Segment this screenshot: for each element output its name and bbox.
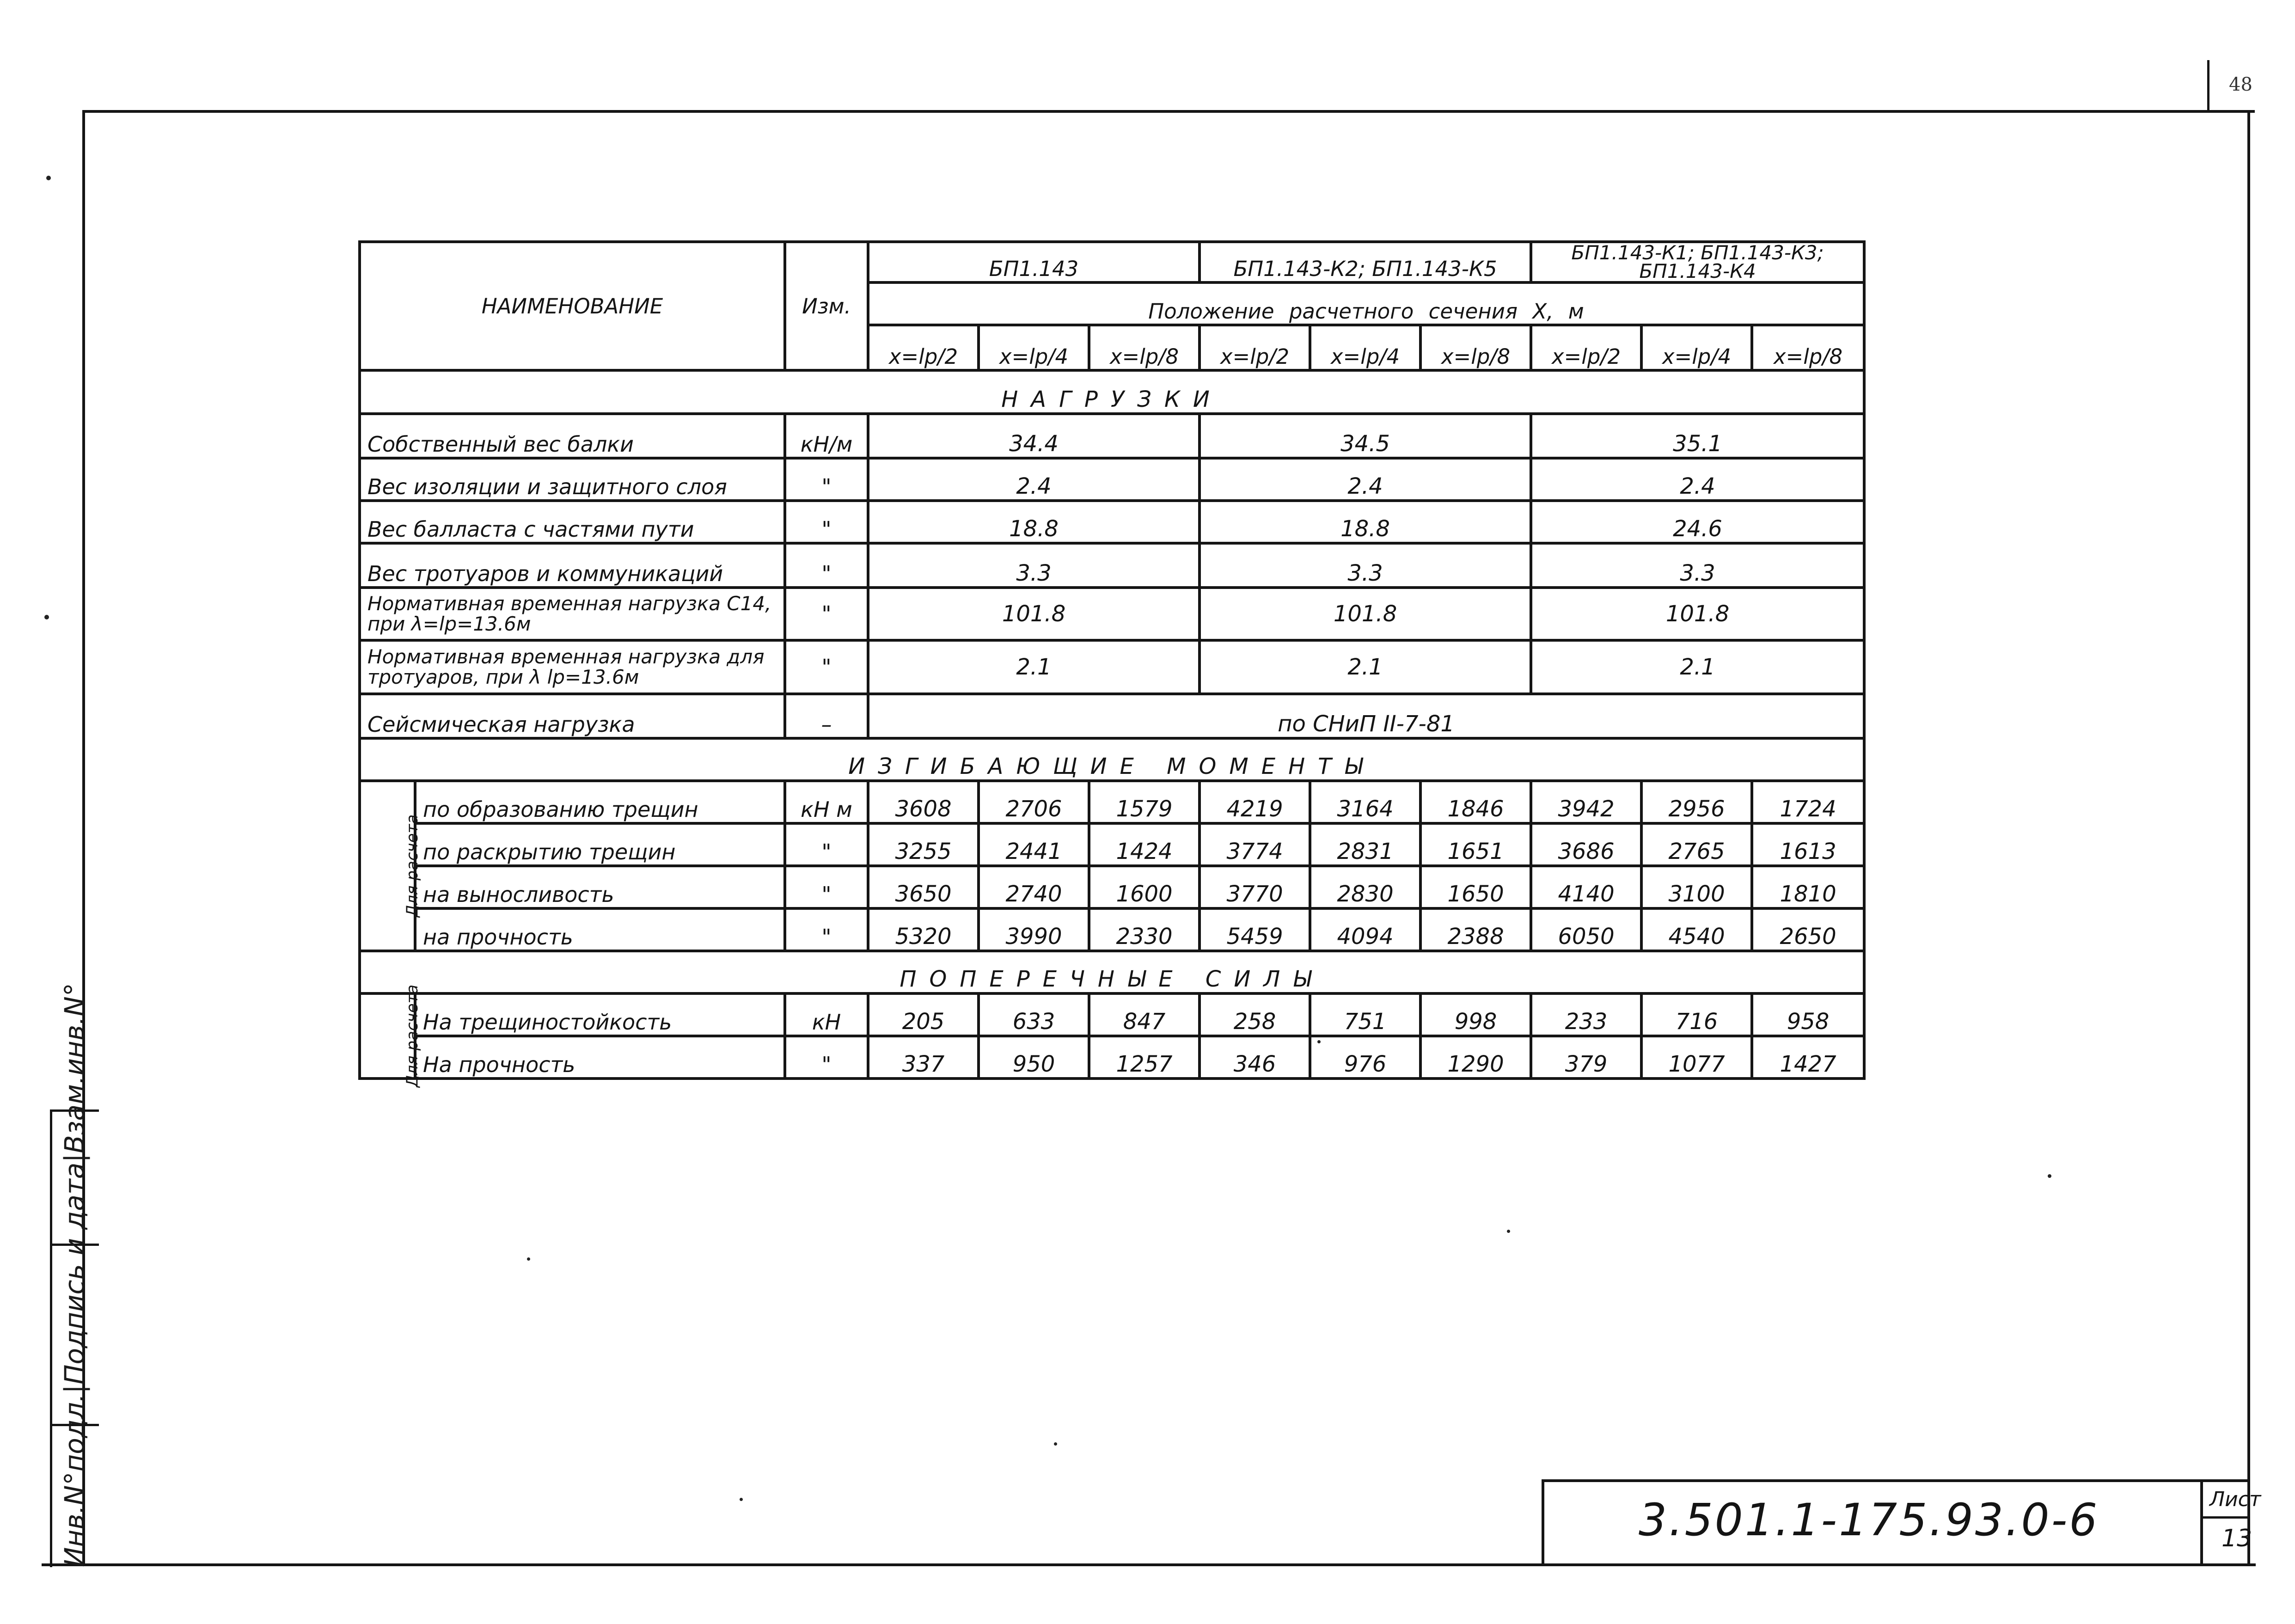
position-cell: x=lp/4	[979, 325, 1089, 370]
seismic-value: по СНиП II-7-81	[868, 694, 1864, 738]
shear-value: 976	[1310, 1036, 1420, 1079]
load-unit: "	[785, 640, 868, 694]
moment-unit: "	[785, 866, 868, 908]
load-value: 2.1	[868, 640, 1200, 694]
position-cell: x=lp/2	[868, 325, 979, 370]
spec-table	[358, 240, 1866, 1088]
moment-value: 3770	[1200, 866, 1310, 908]
moment-value: 4094	[1310, 908, 1420, 951]
sheet-label: Лист	[2209, 1488, 2261, 1511]
moment-value: 1424	[1089, 823, 1200, 866]
moment-value: 4219	[1200, 781, 1310, 823]
moment-value: 3942	[1531, 781, 1641, 823]
moment-value: 2740	[979, 866, 1089, 908]
side-stamp	[50, 983, 99, 1567]
shear-name: На трещиностойкость	[415, 993, 785, 1036]
side-stamp-text: Инв.N°подл.|Подпись и дата|Взам.инв.N°	[59, 983, 90, 1567]
position-cell: x=lp/4	[1310, 325, 1420, 370]
shear-name: На прочность	[415, 1036, 785, 1079]
shear-value: 233	[1531, 993, 1641, 1036]
frame-right	[2247, 110, 2250, 1566]
section-title-moments: ИЗГИБАЮЩИЕ МОМЕНТЫ	[360, 738, 1864, 781]
load-value: 3.3	[1531, 543, 1864, 588]
moment-value: 2956	[1641, 781, 1752, 823]
position-cell: x=lp/2	[1200, 325, 1310, 370]
moments-side-label: Для расчета	[403, 814, 422, 918]
load-unit: "	[785, 458, 868, 501]
load-value: 35.1	[1531, 414, 1864, 458]
shear-side-label: Для расчета	[403, 984, 422, 1088]
scan-speck	[740, 1498, 743, 1501]
moment-value: 3686	[1531, 823, 1641, 866]
title-block-top	[1542, 1479, 2249, 1482]
moment-value: 3608	[868, 781, 979, 823]
moment-value: 3774	[1200, 823, 1310, 866]
moment-value: 3650	[868, 866, 979, 908]
shear-side-cell	[360, 984, 422, 1088]
load-value: 2.4	[1531, 458, 1864, 501]
load-name: Нормативная временная нагрузка С14, при λ=lp=13.6м	[360, 588, 785, 640]
moment-name: по раскрытию трещин	[415, 823, 785, 866]
moment-name: на прочность	[415, 908, 785, 951]
moment-value: 1650	[1420, 866, 1531, 908]
load-value: 34.4	[868, 414, 1200, 458]
load-name: Собственный вес балки	[360, 414, 785, 458]
load-value: 34.5	[1200, 414, 1531, 458]
moment-value: 1579	[1089, 781, 1200, 823]
shear-value: 1077	[1641, 1036, 1752, 1079]
shear-value: 998	[1420, 993, 1531, 1036]
position-label: Положение расчетного сечения X, м	[868, 282, 1864, 325]
load-unit: "	[785, 588, 868, 640]
moment-value: 5459	[1200, 908, 1310, 951]
seismic-name: Сейсмическая нагрузка	[360, 694, 785, 738]
moment-value: 1810	[1752, 866, 1864, 908]
load-value: 2.1	[1200, 640, 1531, 694]
group-3: БП1.143-К1; БП1.143-К3; БП1.143-К4	[1531, 242, 1864, 282]
moment-unit: "	[785, 908, 868, 951]
shear-value: 751	[1310, 993, 1420, 1036]
shear-value: 958	[1752, 993, 1864, 1036]
position-cell: x=lp/2	[1531, 325, 1641, 370]
moment-value: 6050	[1531, 908, 1641, 951]
shear-value: 337	[868, 1036, 979, 1079]
load-value: 18.8	[1200, 501, 1531, 543]
moment-name: на выносливость	[415, 866, 785, 908]
corner-mark	[2207, 60, 2209, 111]
load-value: 3.3	[1200, 543, 1531, 588]
header-name: НАИМЕНОВАНИЕ	[360, 242, 785, 370]
load-value: 2.4	[868, 458, 1200, 501]
moment-value: 1600	[1089, 866, 1200, 908]
load-value: 101.8	[1200, 588, 1531, 640]
moment-value: 3990	[979, 908, 1089, 951]
load-unit: кН/м	[785, 414, 868, 458]
title-block-left	[1542, 1479, 1544, 1563]
moment-value: 4140	[1531, 866, 1641, 908]
moment-value: 2830	[1310, 866, 1420, 908]
load-name: Вес изоляции и защитного слоя	[360, 458, 785, 501]
shear-unit: кН	[785, 993, 868, 1036]
sheet-number: 13	[2222, 1525, 2252, 1552]
position-cell: x=lp/8	[1089, 325, 1200, 370]
moment-value: 2441	[979, 823, 1089, 866]
shear-value: 205	[868, 993, 979, 1036]
moment-name: по образованию трещин	[415, 781, 785, 823]
position-cell: x=lp/4	[1641, 325, 1752, 370]
load-value: 3.3	[868, 543, 1200, 588]
page-corner-number: 48	[2229, 74, 2252, 95]
moment-value: 3255	[868, 823, 979, 866]
load-value: 24.6	[1531, 501, 1864, 543]
sheet-divider-horizontal	[2200, 1516, 2249, 1519]
scan-speck	[46, 176, 51, 180]
shear-value: 716	[1641, 993, 1752, 1036]
position-cell: x=lp/8	[1752, 325, 1864, 370]
position-cell: x=lp/8	[1420, 325, 1531, 370]
shear-value: 258	[1200, 993, 1310, 1036]
frame-top	[82, 110, 2255, 113]
shear-value: 379	[1531, 1036, 1641, 1079]
moment-value: 1613	[1752, 823, 1864, 866]
scan-speck	[1054, 1442, 1057, 1446]
group-1: БП1.143	[868, 242, 1200, 282]
scan-speck	[2048, 1174, 2051, 1178]
shear-value: 847	[1089, 993, 1200, 1036]
shear-value: 633	[979, 993, 1089, 1036]
scan-speck	[44, 615, 49, 619]
section-title-shear: ПОПЕРЕЧНЫЕ СИЛЫ	[360, 951, 1864, 993]
moment-value: 1846	[1420, 781, 1531, 823]
moment-value: 5320	[868, 908, 979, 951]
moment-value: 2831	[1310, 823, 1420, 866]
moment-value: 3164	[1310, 781, 1420, 823]
shear-value: 346	[1200, 1036, 1310, 1079]
load-value: 2.4	[1200, 458, 1531, 501]
load-value: 2.1	[1531, 640, 1864, 694]
scan-speck	[1317, 1040, 1321, 1043]
moment-value: 2330	[1089, 908, 1200, 951]
load-name: Вес балласта с частями пути	[360, 501, 785, 543]
scan-speck	[527, 1257, 530, 1261]
moment-value: 1724	[1752, 781, 1864, 823]
doc-code: 3.501.1-175.93.0-6	[1639, 1494, 2099, 1546]
moment-value: 3100	[1641, 866, 1752, 908]
moment-value: 2388	[1420, 908, 1531, 951]
shear-value: 1257	[1089, 1036, 1200, 1079]
group-2: БП1.143-К2; БП1.143-К5	[1200, 242, 1531, 282]
shear-unit: "	[785, 1036, 868, 1079]
frame-bottom	[42, 1563, 2256, 1566]
load-unit: "	[785, 543, 868, 588]
moment-value: 2650	[1752, 908, 1864, 951]
load-name: Вес тротуаров и коммуникаций	[360, 543, 785, 588]
moment-value: 1651	[1420, 823, 1531, 866]
section-title-loads: НАГРУЗКИ	[360, 370, 1864, 414]
load-value: 18.8	[868, 501, 1200, 543]
load-value: 101.8	[868, 588, 1200, 640]
shear-value: 1290	[1420, 1036, 1531, 1079]
moment-value: 2706	[979, 781, 1089, 823]
load-unit: "	[785, 501, 868, 543]
load-value: 101.8	[1531, 588, 1864, 640]
moment-unit: "	[785, 823, 868, 866]
moment-value: 4540	[1641, 908, 1752, 951]
scan-speck	[1507, 1230, 1510, 1233]
seismic-unit: –	[785, 694, 868, 738]
header-unit: Изм.	[785, 242, 868, 370]
shear-value: 1427	[1752, 1036, 1864, 1079]
shear-value: 950	[979, 1036, 1089, 1079]
moment-unit: кН м	[785, 781, 868, 823]
sheet-divider-vertical	[2200, 1479, 2203, 1563]
load-name: Нормативная временная нагрузка для тротуаров, при λ lp=13.6м	[360, 640, 785, 694]
moment-value: 2765	[1641, 823, 1752, 866]
moments-side-cell	[360, 781, 422, 951]
